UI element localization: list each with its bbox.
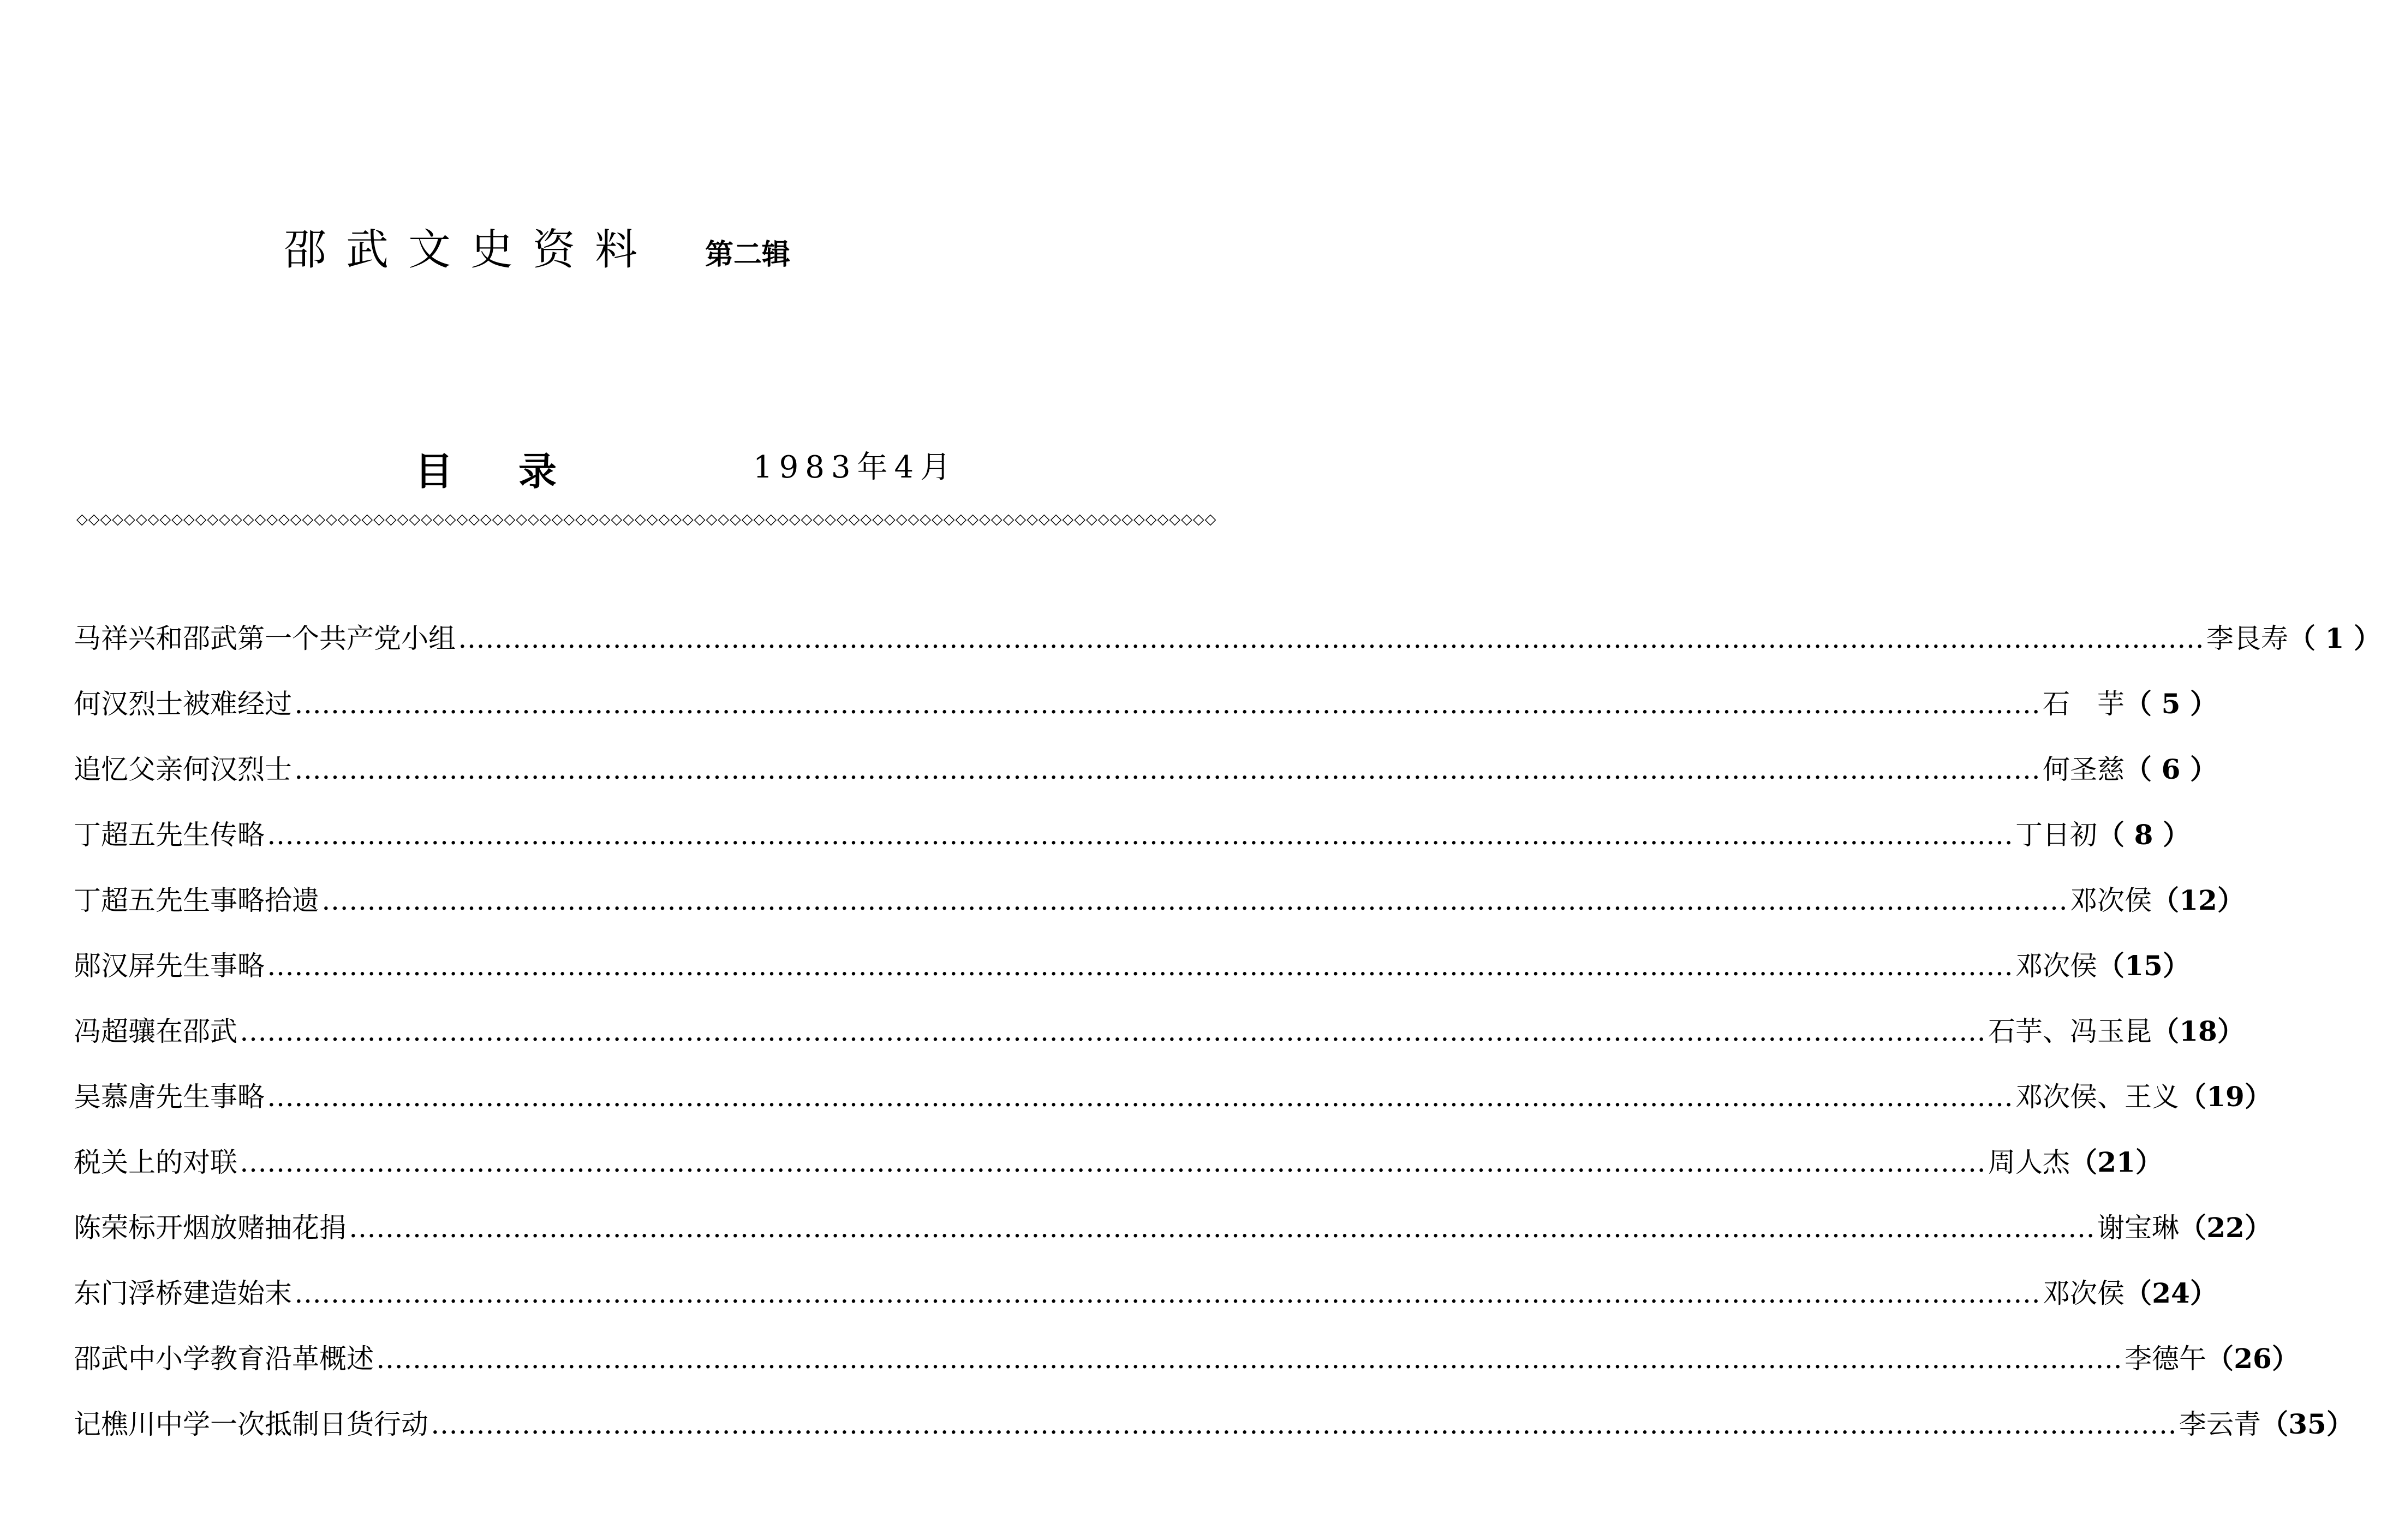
toc-entry: [74, 813, 2190, 879]
entry-title: 东门浮桥建造始末: [74, 1278, 292, 1309]
entry-page: （35）: [2261, 1408, 2354, 1440]
entry-page: （18）: [2152, 1015, 2245, 1047]
title-row: [284, 216, 790, 277]
entry-author: 李云青: [2179, 1408, 2261, 1440]
dot-leader: [321, 885, 2068, 916]
entry-author: 周人杰: [1988, 1147, 2070, 1178]
entry-author: 邓次侯: [2043, 1278, 2125, 1309]
entry-author: 李艮寿: [2206, 623, 2288, 654]
dot-leader: [294, 1278, 2040, 1309]
entry-title: 冯超骧在邵武: [74, 1016, 237, 1047]
entry-page: （21）: [2070, 1146, 2163, 1178]
toc-entry: [74, 1272, 2217, 1337]
book-title: 邵武文史资料: [284, 225, 658, 274]
dot-leader: [267, 1081, 2013, 1113]
toc-entry: [74, 879, 2245, 944]
dot-leader: [240, 1147, 1986, 1178]
entry-page: （24）: [2125, 1277, 2217, 1309]
entry-page: （ 6 ）: [2125, 753, 2217, 785]
entry-author: 邓次侯: [2015, 950, 2097, 982]
entry-title: 丁超五先生传略: [74, 819, 265, 851]
entry-author: 丁日初: [2015, 819, 2097, 851]
entry-author: 石芋、冯玉昆: [1988, 1016, 2152, 1047]
toc-entry: [74, 748, 2217, 813]
entry-title: 税关上的对联: [74, 1147, 237, 1178]
entry-page: （ 5 ）: [2125, 688, 2217, 720]
entry-author: 邓次侯、王义: [2015, 1081, 2179, 1113]
toc-heading: 目录: [415, 449, 622, 494]
dot-leader: [458, 623, 2204, 654]
dot-leader: [240, 1016, 1986, 1047]
entry-page: （12）: [2152, 884, 2245, 916]
diamond-divider: ◇◇◇◇◇◇◇◇◇◇◇◇◇◇◇◇◇◇◇◇◇◇◇◇◇◇◇◇◇◇◇◇◇◇◇◇◇◇◇◇◇◇◇◇◇◇◇◇◇◇◇◇◇◇◇◇◇◇◇◇◇◇◇◇◇◇◇◇◇◇◇◇◇◇◇◇◇◇◇◇◇◇◇◇◇◇◇◇◇◇◇◇◇◇◇◇: [76, 511, 1217, 528]
entry-author: 谢宝琳: [2097, 1212, 2179, 1244]
dot-leader: [267, 819, 2013, 851]
entry-page: （26）: [2206, 1342, 2299, 1375]
entry-title: 吴慕唐先生事略: [74, 1081, 265, 1113]
toc-entry: [74, 1337, 2299, 1402]
toc-entry: [74, 944, 2190, 1010]
entry-page: （15）: [2097, 950, 2190, 982]
dot-leader: [267, 950, 2013, 982]
dot-leader: [376, 1343, 2122, 1375]
entry-author: 石 芋: [2043, 688, 2125, 720]
entry-page: （ 8 ）: [2097, 819, 2190, 851]
toc-entry: [74, 1010, 2245, 1075]
entry-title: 邵武中小学教育沿革概述: [74, 1343, 374, 1375]
entry-page: （19）: [2179, 1081, 2272, 1113]
toc-list: [74, 617, 2381, 1468]
entry-title: 郧汉屏先生事略: [74, 950, 265, 982]
entry-author: 邓次侯: [2070, 885, 2152, 916]
volume-label: 第二辑: [705, 238, 791, 271]
entry-author: 何圣慈: [2043, 754, 2125, 785]
dot-leader: [294, 688, 2040, 720]
entry-page: （22）: [2179, 1211, 2272, 1244]
toc-entry: [74, 1206, 2272, 1272]
publication-date: 1983年4月: [753, 450, 958, 485]
entry-title: 何汉烈士被难经过: [74, 688, 292, 720]
entry-title: 追忆父亲何汉烈士: [74, 754, 292, 785]
toc-entry: [74, 1402, 2354, 1468]
entry-title: 陈荣标开烟放赌抽花捐: [74, 1212, 347, 1244]
toc-entry: [74, 1075, 2272, 1141]
toc-entry: [74, 1141, 2163, 1206]
entry-title: 马祥兴和邵武第一个共产党小组: [74, 623, 456, 654]
dot-leader: [431, 1408, 2177, 1440]
toc-entry: [74, 682, 2217, 748]
entry-author: 李德午: [2125, 1343, 2206, 1375]
entry-page: （ 1 ）: [2288, 622, 2381, 654]
dot-leader: [349, 1212, 2095, 1244]
entry-title: 丁超五先生事略拾遗: [74, 885, 319, 916]
entry-title: 记樵川中学一次抵制日货行动: [74, 1408, 428, 1440]
dot-leader: [294, 754, 2040, 785]
toc-entry: [74, 617, 2381, 682]
